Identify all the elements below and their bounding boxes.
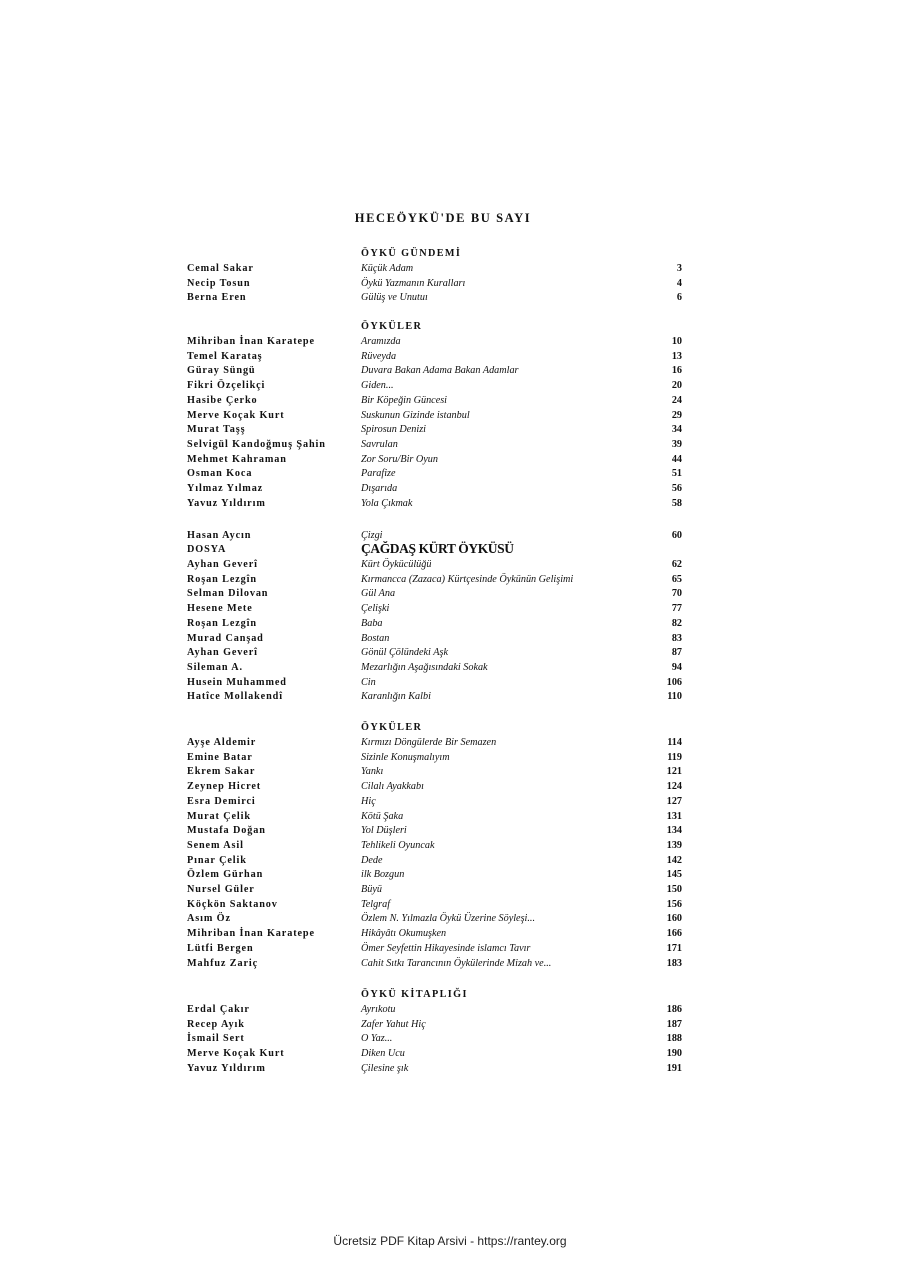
entry-page-number: 160 xyxy=(666,913,682,924)
entry-page-number: 39 xyxy=(671,439,682,450)
entry-author: Murad Canşad xyxy=(187,633,264,644)
entry-page-number: 70 xyxy=(671,588,682,599)
entry-page-number: 114 xyxy=(667,737,682,748)
entry-page-number: 166 xyxy=(666,928,682,939)
entry-author: Cemal Sakar xyxy=(187,263,254,274)
entry-title: Çelişki xyxy=(361,603,390,614)
entry-author: Sileman A. xyxy=(187,662,243,673)
entry-page-number: 16 xyxy=(671,365,682,376)
entry-author: Ayşe Aldemir xyxy=(187,737,257,748)
entry-page-number: 10 xyxy=(671,336,682,347)
section-heading: ÖYKÜLER xyxy=(361,321,423,332)
entry-page-number: 183 xyxy=(666,958,682,969)
entry-page-number: 77 xyxy=(671,603,682,614)
entry-author: Mehmet Kahraman xyxy=(187,454,287,465)
entry-title: Çizgi xyxy=(361,530,383,541)
entry-author: Roşan Lezgîn xyxy=(187,618,257,629)
entry-title: Bir Köpeğin Güncesi xyxy=(361,395,448,406)
entry-title: Baba xyxy=(361,618,383,629)
entry-title: Dede xyxy=(361,855,383,866)
entry-page-number: 87 xyxy=(671,647,682,658)
entry-title: Parafize xyxy=(361,468,396,479)
entry-author: Pınar Çelik xyxy=(187,855,247,866)
entry-author: Asım Öz xyxy=(187,913,231,924)
entry-author: Hesene Mete xyxy=(187,603,253,614)
entry-page-number: 62 xyxy=(671,559,682,570)
entry-title: Kötü Şaka xyxy=(361,811,404,822)
entry-page-number: 29 xyxy=(671,410,682,421)
entry-page-number: 156 xyxy=(666,899,682,910)
entry-title: Cilalı Ayakkabı xyxy=(361,781,424,792)
entry-author: Hasan Aycın xyxy=(187,530,252,541)
entry-title: ilk Bozgun xyxy=(361,869,405,880)
entry-title: Dışarıda xyxy=(361,483,398,494)
entry-page-number: 186 xyxy=(666,1004,682,1015)
entry-title: Çilesine şık xyxy=(361,1063,409,1074)
section-heading: ÖYKÜ GÜNDEMİ xyxy=(361,248,462,259)
entry-author: Yavuz Yıldırım xyxy=(187,498,266,509)
entry-author: Selman Dilovan xyxy=(187,588,269,599)
entry-author: Zeynep Hicret xyxy=(187,781,262,792)
entry-page-number: 58 xyxy=(671,498,682,509)
entry-title: Cahit Sıtkı Tarancının Öykülerinde Mizah ve... xyxy=(361,958,552,969)
entry-page-number: 127 xyxy=(666,796,682,807)
entry-title: Savrulan xyxy=(361,439,398,450)
footer-source: Ücretsiz PDF Kitap Arsivi - https://rantey.org xyxy=(333,1234,567,1248)
entry-author: Osman Koca xyxy=(187,468,253,479)
entry-page-number: 131 xyxy=(666,811,682,822)
entry-author: Hatîce Mollakendî xyxy=(187,691,283,702)
entry-title: Karanlığın Kalbi xyxy=(361,691,431,702)
entry-author: İsmail Sert xyxy=(187,1033,245,1044)
entry-title: Mezarlığın Aşağısındaki Sokak xyxy=(361,662,488,673)
entry-author: Temel Karataş xyxy=(187,351,263,362)
entry-author: Senem Asil xyxy=(187,840,244,851)
entry-title: Kırmızı Döngülerde Bir Semazen xyxy=(361,737,497,748)
entry-title: Zor Soru/Bir Oyun xyxy=(361,454,438,465)
entry-page-number: 24 xyxy=(671,395,682,406)
entry-title: Ömer Seyfettin Hikayesinde islamcı Tavır xyxy=(361,943,531,954)
entry-page-number: 191 xyxy=(666,1063,682,1074)
entry-page-number: 94 xyxy=(671,662,682,673)
entry-author: Murat Çelik xyxy=(187,811,251,822)
entry-title: Sizinle Konuşmalıyım xyxy=(361,752,450,763)
entry-author: Ekrem Sakar xyxy=(187,766,256,777)
entry-author: Recep Ayık xyxy=(187,1019,245,1030)
entry-title: Özlem N. Yılmazla Öykü Üzerine Söyleşi... xyxy=(361,913,536,924)
entry-page-number: 110 xyxy=(667,691,682,702)
entry-author: Mahfuz Zariç xyxy=(187,958,259,969)
entry-author: Esra Demirci xyxy=(187,796,256,807)
entry-author: Hasibe Çerko xyxy=(187,395,258,406)
entry-author: Nursel Güler xyxy=(187,884,255,895)
entry-page-number: 6 xyxy=(676,292,682,303)
entry-author: Emine Batar xyxy=(187,752,253,763)
section-heading: ÖYKÜ KİTAPLIĞI xyxy=(361,989,468,1000)
entry-page-number: 83 xyxy=(671,633,682,644)
entry-page-number: 124 xyxy=(666,781,682,792)
entry-page-number: 142 xyxy=(666,855,682,866)
entry-title: Yankı xyxy=(361,766,384,777)
entry-page-number: 82 xyxy=(671,618,682,629)
page-title: HECEÖYKÜ'DE BU SAYI xyxy=(354,211,532,225)
entry-author: Ayhan Geverî xyxy=(187,647,258,658)
entry-author: Murat Taşş xyxy=(187,424,246,435)
entry-title: Zafer Yahut Hiç xyxy=(361,1019,426,1030)
entry-page-number: 20 xyxy=(671,380,682,391)
entry-author: Mustafa Doğan xyxy=(187,825,266,836)
entry-title: O Yaz... xyxy=(361,1033,393,1044)
dossier-label: DOSYA xyxy=(187,544,227,555)
entry-title: Büyü xyxy=(361,884,382,895)
entry-author: Güray Süngü xyxy=(187,365,256,376)
entry-author: Merve Koçak Kurt xyxy=(187,1048,285,1059)
entry-title: Yol Düşleri xyxy=(361,825,407,836)
entry-author: Husein Muhammed xyxy=(187,677,287,688)
entry-page-number: 13 xyxy=(671,351,682,362)
entry-page-number: 106 xyxy=(666,677,682,688)
entry-author: Berna Eren xyxy=(187,292,247,303)
entry-title: Bostan xyxy=(361,633,390,644)
entry-title: Gülüş ve Unutuı xyxy=(361,292,428,303)
entry-page-number: 3 xyxy=(676,263,682,274)
entry-author: Yılmaz Yılmaz xyxy=(187,483,264,494)
entry-title: Cin xyxy=(361,677,376,688)
entry-title: Kürt Öykücülüğü xyxy=(361,559,432,570)
entry-page-number: 150 xyxy=(666,884,682,895)
entry-title: Duvara Bakan Adama Bakan Adamlar xyxy=(361,365,519,376)
entry-page-number: 4 xyxy=(676,278,682,289)
entry-title: Gül Ana xyxy=(361,588,396,599)
entry-page-number: 44 xyxy=(671,454,682,465)
entry-title: Giden... xyxy=(361,380,394,391)
entry-author: Mihriban İnan Karatepe xyxy=(187,336,315,347)
entry-title: Yola Çıkmak xyxy=(361,498,413,509)
entry-page-number: 119 xyxy=(667,752,682,763)
entry-page-number: 134 xyxy=(666,825,682,836)
entry-title: Hiç xyxy=(361,796,376,807)
dossier-title: ÇAĞDAŞ KÜRT ÖYKÜSÜ xyxy=(361,541,514,556)
entry-author: Necip Tosun xyxy=(187,278,251,289)
entry-title: Aramızda xyxy=(361,336,401,347)
entry-author: Lütfi Bergen xyxy=(187,943,254,954)
entry-title: Kırmancca (Zazaca) Kürtçesinde Öykünün Gelişimi xyxy=(361,574,574,585)
entry-page-number: 190 xyxy=(666,1048,682,1059)
entry-page-number: 65 xyxy=(671,574,682,585)
entry-page-number: 60 xyxy=(671,530,682,541)
entry-author: Roşan Lezgîn xyxy=(187,574,257,585)
entry-page-number: 188 xyxy=(666,1033,682,1044)
entry-author: Merve Koçak Kurt xyxy=(187,410,285,421)
entry-page-number: 56 xyxy=(671,483,682,494)
entry-author: Ayhan Geverî xyxy=(187,559,258,570)
entry-page-number: 187 xyxy=(666,1019,682,1030)
entry-page-number: 145 xyxy=(666,869,682,880)
entry-title: Küçük Adam xyxy=(361,263,414,274)
entry-author: Özlem Gürhan xyxy=(187,869,264,880)
entry-title: Ayrıkotu xyxy=(361,1004,396,1015)
entry-title: Telgraf xyxy=(361,899,391,910)
entry-title: Hikâyâtı Okumuşken xyxy=(361,928,447,939)
entry-author: Fikri Özçelikçi xyxy=(187,380,266,391)
entry-page-number: 139 xyxy=(666,840,682,851)
entry-author: Selvigül Kandoğmuş Şahin xyxy=(187,439,326,450)
entry-title: Diken Ucu xyxy=(361,1048,405,1059)
entry-author: Yavuz Yıldırım xyxy=(187,1063,266,1074)
entry-title: Öykü Yazmanın Kuralları xyxy=(361,278,466,289)
entry-title: Suskunun Gizinde istanbul xyxy=(361,410,470,421)
entry-author: Erdal Çakır xyxy=(187,1004,250,1015)
entry-page-number: 51 xyxy=(671,468,682,479)
entry-author: Mihriban İnan Karatepe xyxy=(187,928,315,939)
section-heading: ÖYKÜLER xyxy=(361,722,423,733)
entry-page-number: 121 xyxy=(666,766,682,777)
entry-title: Rüveyda xyxy=(361,351,397,362)
entry-page-number: 34 xyxy=(671,424,682,435)
entry-title: Tehlikeli Oyuncak xyxy=(361,840,435,851)
entry-title: Gönül Çölündeki Aşk xyxy=(361,647,448,658)
entry-page-number: 171 xyxy=(666,943,682,954)
entry-author: Köçkön Saktanov xyxy=(187,899,278,910)
entry-title: Spirosun Denizi xyxy=(361,424,426,435)
